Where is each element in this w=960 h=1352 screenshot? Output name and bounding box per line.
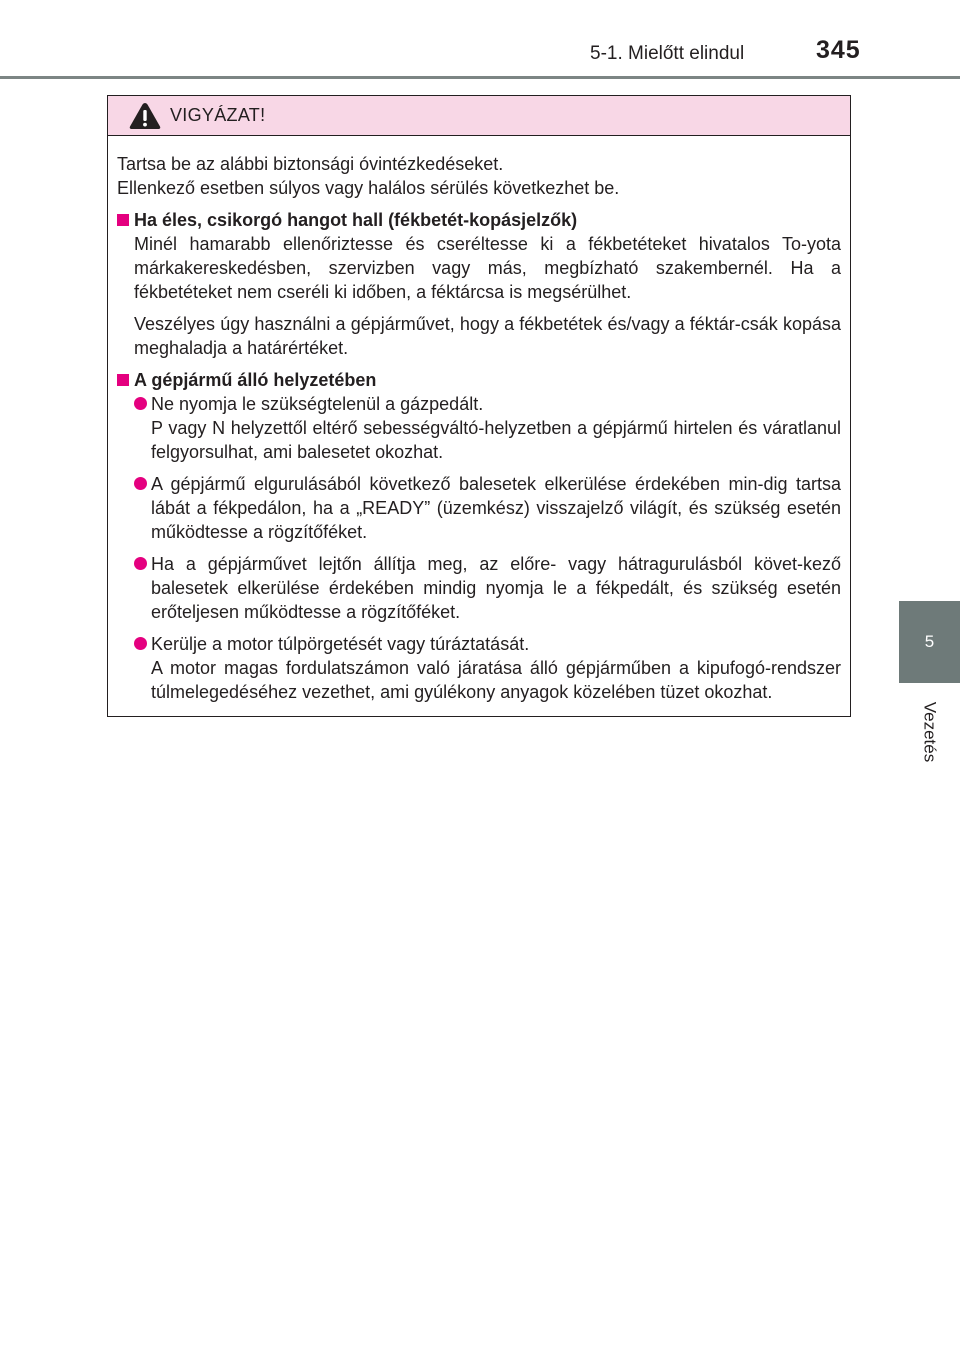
section-brake-pad-wear (117, 208, 841, 360)
list-item (134, 632, 841, 704)
list-item-lead: Kerülje a motor túlpörgetését vagy túráztatását. (151, 634, 530, 654)
section-body (117, 232, 841, 360)
list-item (134, 392, 841, 464)
list-item-detail: A gépjármű elgurulásából következő balesetek elkerülése érdekében min-dig tartsa lábát a fékpedálon, ha a „READY” (üzemkész) visszajelző világít, és szükség esetén működtesse a rögzítőféket. (151, 474, 841, 542)
intro-line: Ellenkező esetben súlyos vagy halálos sérülés következhet be. (117, 178, 620, 198)
paragraph: Minél hamarabb ellenőriztesse és cseréltesse ki a fékbetéteket hivatalos To-yota márkakereskedésben, szervizben vagy más, megbízható szakembernél. Ha a fékbetéteket nem cseréli ki időben, a féktárcsa is megsérülhet. (134, 234, 841, 302)
intro-line: Tartsa be az alábbi biztonsági óvintézkedéseket. (117, 154, 504, 174)
warning-intro (117, 152, 841, 200)
section-body (117, 392, 841, 704)
page-number: 345 (816, 36, 861, 64)
list-item-text (151, 552, 841, 624)
list-item-detail: Ha a gépjárművet lejtőn állítja meg, az előre- vagy hátragurulásból követ-kező balesetek elkerülése érdekében mindig nyomja le a fékpedált, és szükség esetén erőteljesen működtesse a rögzítőféket. (151, 554, 841, 622)
section-heading (117, 208, 841, 232)
warning-triangle-icon (128, 101, 162, 131)
circle-bullet-icon (134, 477, 147, 490)
section-title: A gépjármű álló helyzetében (134, 370, 377, 390)
list-item (134, 472, 841, 544)
list-item (134, 552, 841, 624)
list-item-text (151, 472, 841, 544)
square-bullet-icon (117, 374, 129, 386)
list-item-lead: Ne nyomja le szükségtelenül a gázpedált. (151, 394, 484, 414)
list-item-detail: P vagy N helyzettől eltérő sebességváltó-helyzetben a gépjármű hirtelen és váratlanul felgyorsulhat, ami balesetet okozhat. (151, 418, 841, 462)
circle-bullet-icon (134, 637, 147, 650)
circle-bullet-icon (134, 557, 147, 570)
list-item-text (151, 392, 841, 464)
section-title: Ha éles, csikorgó hangot hall (fékbetét-kopásjelzők) (134, 210, 578, 230)
chapter-label-container (889, 690, 960, 774)
warning-header (108, 96, 850, 136)
chapter-label: Vezetés (920, 701, 939, 763)
section-heading (117, 368, 841, 392)
chapter-number: 5 (924, 632, 935, 651)
circle-bullet-icon (134, 397, 147, 410)
warning-title: VIGYÁZAT! (170, 105, 266, 125)
warning-box (107, 95, 851, 717)
list-item-detail: A motor magas fordulatszámon való járatása álló gépjárműben a kipufogó-rendszer túlmelegedéséhez vezethet, ami gyúlékony anyagok közelében tüzet okozhat. (151, 658, 841, 702)
section-header-title: 5-1. Mielőtt elindul (590, 43, 745, 64)
section-vehicle-stopped (117, 368, 841, 704)
paragraph: Veszélyes úgy használni a gépjárművet, hogy a fékbetétek és/vagy a féktár-csák kopása meghaladja a határértéket. (134, 314, 841, 358)
square-bullet-icon (117, 214, 129, 226)
warning-body (108, 136, 850, 704)
list-item-text (151, 632, 841, 704)
chapter-tab (899, 601, 960, 683)
header-divider (0, 76, 960, 79)
